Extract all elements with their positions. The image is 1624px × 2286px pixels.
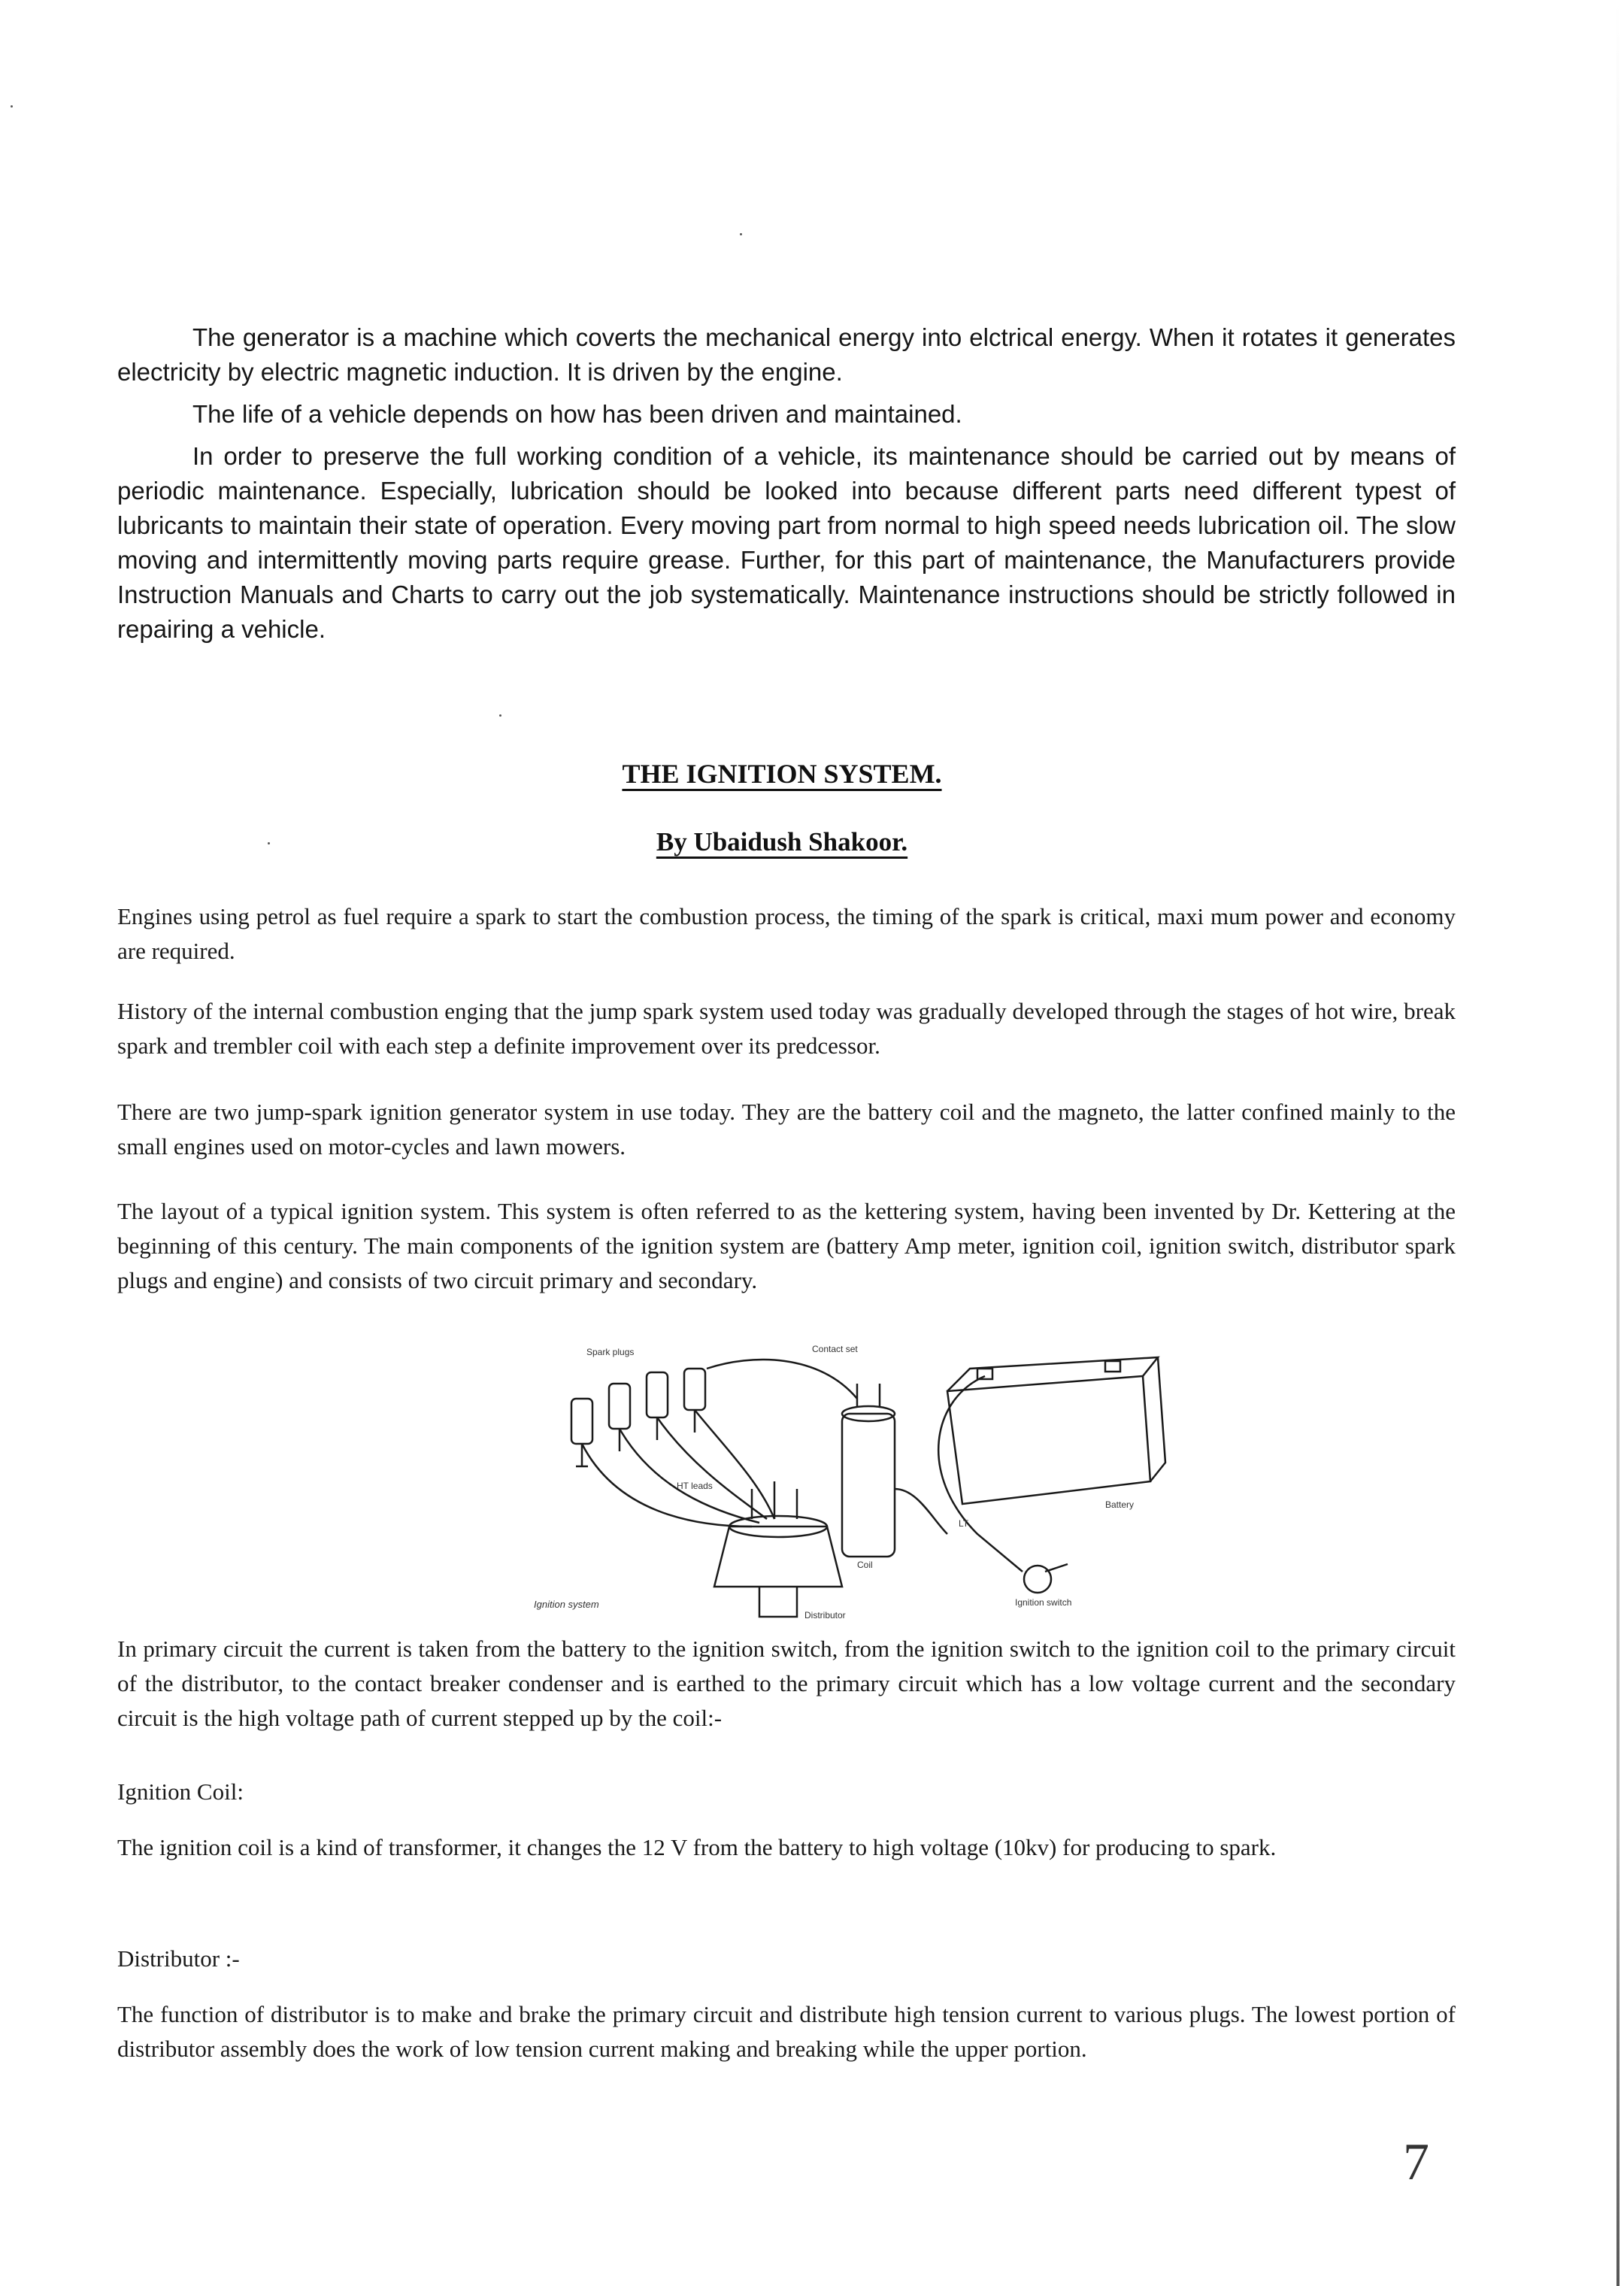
intro-paragraph-2: The life of a vehicle depends on how has been driven and maintained. bbox=[192, 400, 962, 428]
label-ignition-switch: Ignition switch bbox=[1015, 1597, 1072, 1608]
scan-speck bbox=[499, 714, 501, 717]
label-ht-leads: HT leads bbox=[677, 1481, 713, 1491]
article-title: THE IGNITION SYSTEM. bbox=[622, 759, 942, 789]
ignition-switch-icon bbox=[1024, 1564, 1068, 1593]
article-paragraph-3: There are two jump-spark ignition generator system in use today. They are the battery coil and the magneto, the latter confined mainly to the small engines used on motor-cycles and lawn mowers. bbox=[117, 1099, 1456, 1160]
ht-lead bbox=[695, 1410, 774, 1519]
label-coil: Coil bbox=[857, 1560, 873, 1570]
article-paragraph-6: The ignition coil is a kind of transformer, it changes the 12 V from the battery to high voltage (10kv) for producing to spark. bbox=[117, 1834, 1277, 1860]
spark-plug-icon bbox=[647, 1372, 668, 1440]
lt-lead bbox=[895, 1489, 947, 1534]
ignition-diagram-svg bbox=[526, 1339, 1203, 1624]
distributor-icon bbox=[714, 1481, 842, 1617]
article-paragraph-1: Engines using petrol as fuel require a spark to start the combustion process, the timing of the spark is critical, maxi mum power and economy are required. bbox=[117, 903, 1456, 964]
intro-paragraph-1: The generator is a machine which coverts the mechanical energy into elctrical energy. When it rotates it generates electricity by electric magnetic induction. It is driven by the engine. bbox=[117, 323, 1456, 386]
page-number: 7 bbox=[1403, 2133, 1429, 2191]
article-paragraph-7: The function of distributor is to make and brake the primary circuit and distribute high tension current to various plugs. The lowest portion of distributor assembly does the work of low tension current making and breaking while the upper portion. bbox=[117, 2001, 1456, 2062]
ignition-coil-icon bbox=[842, 1384, 895, 1557]
binder-edge-shadow bbox=[1616, 0, 1619, 2286]
label-distributor: Distributor bbox=[804, 1610, 846, 1621]
label-battery: Battery bbox=[1105, 1499, 1135, 1510]
ignition-coil-heading: Ignition Coil: bbox=[117, 1778, 244, 1805]
ht-lead bbox=[657, 1417, 767, 1519]
ht-lead bbox=[582, 1444, 752, 1527]
article-paragraph-4: The layout of a typical ignition system. This system is often referred to as the kettering system, having been invented by Dr. Kettering at the beginning of this century. The main components of the ignition system are (battery Amp meter, ignition coil, ignition switch, distributor spark plugs and engine) and consists of two circuit primary and secondary. bbox=[117, 1198, 1456, 1293]
article-paragraph-2: History of the internal combustion enging that the jump spark system used today was gradually developed through the stages of hot wire, break spark and trembler coil with each step a definite improvement over its predcessor. bbox=[117, 998, 1456, 1059]
distributor-heading: Distributor :- bbox=[117, 1945, 240, 1972]
article-byline: By Ubaidush Shakoor. bbox=[656, 827, 908, 856]
label-spark-plugs: Spark plugs bbox=[586, 1347, 635, 1357]
diagram-caption: Ignition system bbox=[534, 1599, 599, 1610]
ht-lead bbox=[707, 1360, 857, 1399]
ht-lead bbox=[620, 1429, 759, 1523]
scan-speck bbox=[740, 233, 742, 235]
article-paragraph-5: In primary circuit the current is taken from the battery to the ignition switch, from the ignition switch to the ignition coil to the primary circuit of the distributor, to the contact breaker condenser and is earthed to the primary circuit which has a low voltage current and the secondary circuit is the high voltage path of current stepped up by the coil:- bbox=[117, 1636, 1456, 1731]
ignition-system-diagram bbox=[526, 1339, 1203, 1624]
intro-paragraph-3: In order to preserve the full working condition of a vehicle, its maintenance should be carried out by means of periodic maintenance. Especially, lubrication should be looked into because different parts need different typest of lubricants to maintain their state of operation. Every moving part from normal to high speed needs lubrication oil. The slow moving and intermittently moving parts require grease. Further, for this part of maintenance, the Manufacturers provide Instruction Manuals and Charts to carry out the job systematically. Maintenance instructions should be strictly followed in repairing a vehicle. bbox=[117, 442, 1456, 643]
spark-plug-icon bbox=[684, 1369, 705, 1433]
scan-speck bbox=[11, 105, 13, 108]
lt-lead bbox=[938, 1376, 1023, 1572]
label-lt: LT bbox=[959, 1518, 969, 1529]
label-contact: Contact set bbox=[812, 1344, 858, 1354]
